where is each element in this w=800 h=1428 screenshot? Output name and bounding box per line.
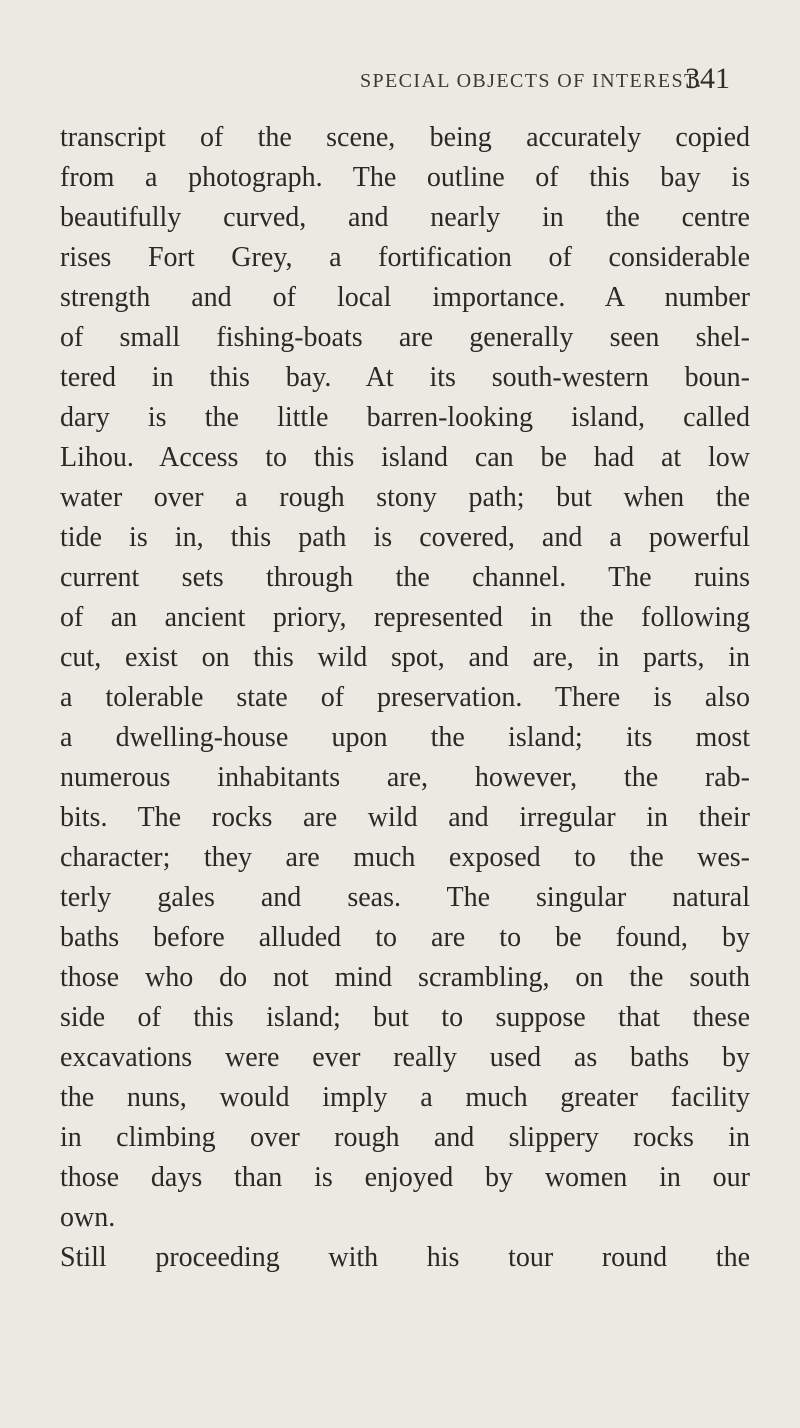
text-line: a tolerable state of preservation. There is also	[60, 682, 750, 713]
text-line: the nuns, would imply a much greater facility	[60, 1082, 750, 1113]
text-line: numerous inhabitants are, however, the rab-	[60, 762, 750, 793]
text-line: own.	[60, 1202, 116, 1233]
text-line: in climbing over rough and slippery rocks in	[60, 1122, 750, 1153]
page-header	[0, 62, 800, 102]
text-line: terly gales and seas. The singular natural	[60, 882, 750, 913]
text-line: from a photograph. The outline of this bay is	[60, 162, 750, 193]
text-line: current sets through the channel. The ruins	[60, 562, 750, 593]
text-line: tered in this bay. At its south-western boun-	[60, 362, 750, 393]
text-line: a dwelling-house upon the island; its most	[60, 722, 750, 753]
text-line: transcript of the scene, being accurately copied	[60, 122, 750, 153]
text-line: bits. The rocks are wild and irregular in their	[60, 802, 750, 833]
text-line: of small fishing-boats are generally seen shel-	[60, 322, 750, 353]
body-text	[60, 118, 750, 1278]
text-line: of an ancient priory, represented in the following	[60, 602, 750, 633]
text-line: those who do not mind scrambling, on the south	[60, 962, 750, 993]
text-line: side of this island; but to suppose that these	[60, 1002, 750, 1033]
text-line: character; they are much exposed to the wes-	[60, 842, 750, 873]
text-line: water over a rough stony path; but when the	[60, 482, 750, 513]
text-line: excavations were ever really used as baths by	[60, 1042, 750, 1073]
page-number: 341	[685, 62, 730, 95]
text-line: tide is in, this path is covered, and a powerful	[60, 522, 750, 553]
text-line: Lihou. Access to this island can be had at low	[60, 442, 750, 473]
text-line: baths before alluded to are to be found, by	[60, 922, 750, 953]
running-head: SPECIAL OBJECTS OF INTEREST.	[360, 70, 703, 92]
text-line: beautifully curved, and nearly in the centre	[60, 202, 750, 233]
text-line: dary is the little barren-looking island, called	[60, 402, 750, 433]
text-line: cut, exist on this wild spot, and are, in parts, in	[60, 642, 750, 673]
text-line: strength and of local importance. A number	[60, 282, 750, 313]
text-line: those days than is enjoyed by women in our	[60, 1162, 750, 1193]
text-line: rises Fort Grey, a fortification of considerable	[60, 242, 750, 273]
text-line: Still proceeding with his tour round the	[60, 1242, 750, 1273]
